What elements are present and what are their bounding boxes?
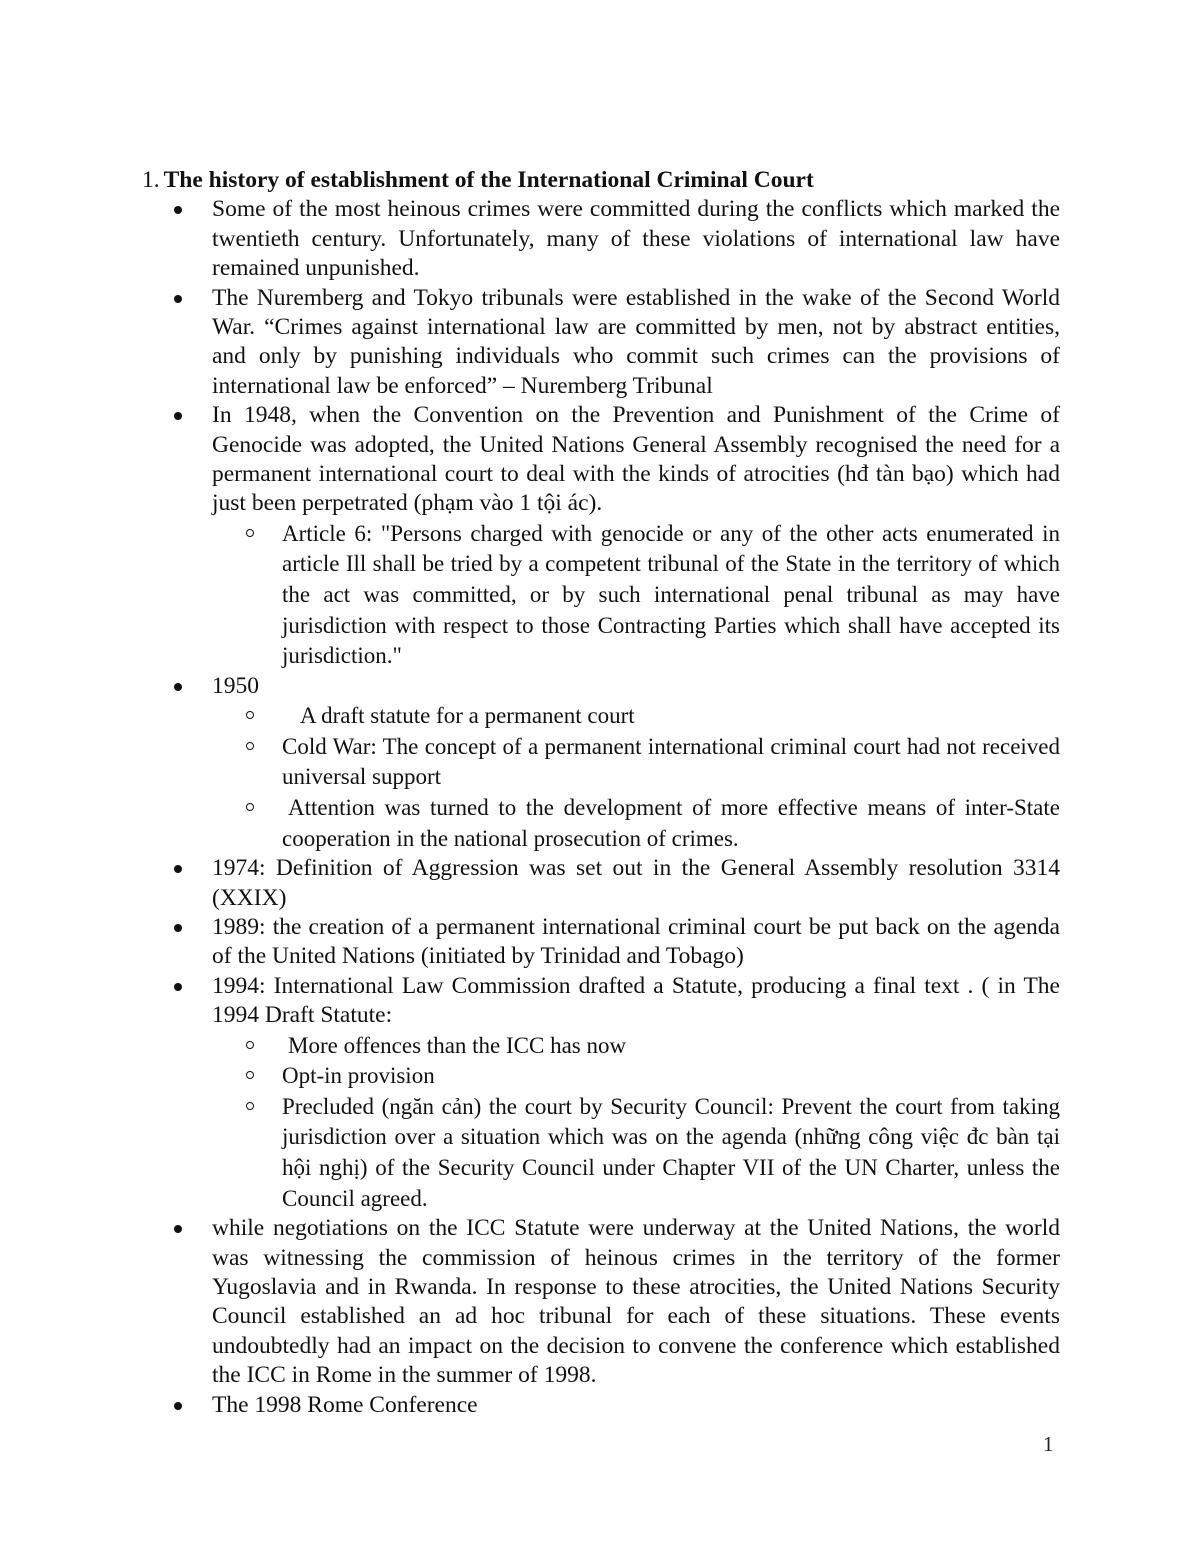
list-item [212, 401, 1060, 672]
sub-list-item-text: Attention was turned to the development of more effective means of inter-State cooperation in the national prosecution of crimes. [282, 795, 1060, 851]
list-item-text: 1974: Definition of Aggression was set out in the General Assembly resolution 3314 (XXIX) [212, 855, 1060, 911]
bullet-icon [174, 295, 182, 303]
sub-list-item-text: Cold War: The concept of a permanent international criminal court had not received universal support [282, 733, 1060, 790]
list-item [212, 672, 1060, 854]
bullet-icon [174, 683, 182, 691]
list-item-text: The 1998 Rome Conference [212, 1391, 478, 1418]
bullet-list [142, 195, 1060, 1420]
circle-bullet-icon [246, 1041, 254, 1049]
list-item-text: 1994: International Law Commission drafted a Statute, producing a final text . ( in The 1994 Draft Statute: [212, 972, 1060, 1029]
list-item-text: while negotiations on the ICC Statute were underway at the United Nations, the world was witnessing the commission of heinous crimes in the territory of the former Yugoslavia and in Rwanda. In response to these atrocities, the United Nations Security Council established an ad hoc tribunal for each of these situations. These events undoubtedly had an impact on the decision to convene the conference which established the ICC in Rome in the summer of 1998. [212, 1215, 1060, 1389]
sub-list-item [282, 519, 1060, 672]
bullet-icon [174, 1402, 182, 1410]
sub-list [212, 1031, 1060, 1215]
sub-list-item [282, 793, 1060, 854]
bullet-icon [174, 983, 182, 991]
list-item-text: Some of the most heinous crimes were committed during the conflicts which marked the twentieth century. Unfortunately, many of these violations of international law have remained unpunished. [212, 196, 1060, 282]
bullet-icon [174, 412, 182, 420]
section-number: 1. [142, 167, 160, 193]
document-body [142, 166, 1060, 1420]
list-item-text: The Nuremberg and Tokyo tribunals were established in the wake of the Second World War. “Crimes against international law are committed by men, not by abstract entities, and only by punishing individuals who commit such crimes can the provisions of international law be enforced” – Nuremberg Tribunal [212, 284, 1060, 399]
sub-list [212, 701, 1060, 854]
circle-bullet-icon [246, 711, 254, 719]
list-item [212, 913, 1060, 972]
sub-list-item-text: Article 6: "Persons charged with genocide or any of the other acts enumerated in article Ill shall be tried by a competent tribunal of the State in the territory of which the act was committed, or by such international penal tribunal as may have jurisdiction with respect to those Contracting Parties which shall have accepted its jurisdiction." [282, 520, 1060, 669]
sub-list-item-text: Opt-in provision [282, 1063, 435, 1089]
circle-bullet-icon [246, 742, 254, 750]
sub-list-item [282, 1061, 1060, 1092]
bullet-icon [174, 206, 182, 214]
list-item [212, 972, 1060, 1214]
circle-bullet-icon [246, 529, 254, 537]
sub-list-item-text: Precluded (ngăn cản) the court by Security Council: Prevent the court from taking jurisdiction over a situation which was on the agenda (những công việc đc bàn tại hội nghị) of the Security Council under Chapter VII of the UN Charter, unless the Council agreed. [282, 1093, 1060, 1211]
list-item [212, 284, 1060, 402]
circle-bullet-icon [246, 1102, 254, 1110]
sub-list-item-text: A draft statute for a permanent court [300, 703, 635, 729]
list-item-text: 1950 [212, 672, 259, 699]
section-title: The history of establishment of the International Criminal Court [163, 167, 814, 193]
section-heading [142, 166, 1060, 195]
bullet-icon [174, 924, 182, 932]
circle-bullet-icon [246, 1071, 254, 1079]
circle-bullet-icon [246, 803, 254, 811]
list-item [212, 1214, 1060, 1390]
list-item [212, 1391, 1060, 1420]
sub-list-item [282, 1031, 1060, 1062]
list-item [212, 854, 1060, 913]
page-number: 1 [1043, 1432, 1054, 1456]
sub-list-item-text: More offences than the ICC has now [288, 1032, 627, 1058]
list-item-text: In 1948, when the Convention on the Prevention and Punishment of the Crime of Genocide was adopted, the United Nations General Assembly recognised the need for a permanent international court to deal with the kinds of atrocities (hđ tàn bạo) which had just been perpetrated (phạm vào 1 tội ác). [212, 402, 1060, 517]
sub-list-item [282, 701, 1060, 732]
list-item-text: 1989: the creation of a permanent international criminal court be put back on the agenda of the United Nations (initiated by Trinidad and Tobago) [212, 914, 1060, 970]
list-item [212, 195, 1060, 283]
sub-list-item [282, 1092, 1060, 1214]
sub-list [212, 519, 1060, 672]
bullet-icon [174, 865, 182, 873]
sub-list-item [282, 732, 1060, 793]
bullet-icon [174, 1225, 182, 1233]
